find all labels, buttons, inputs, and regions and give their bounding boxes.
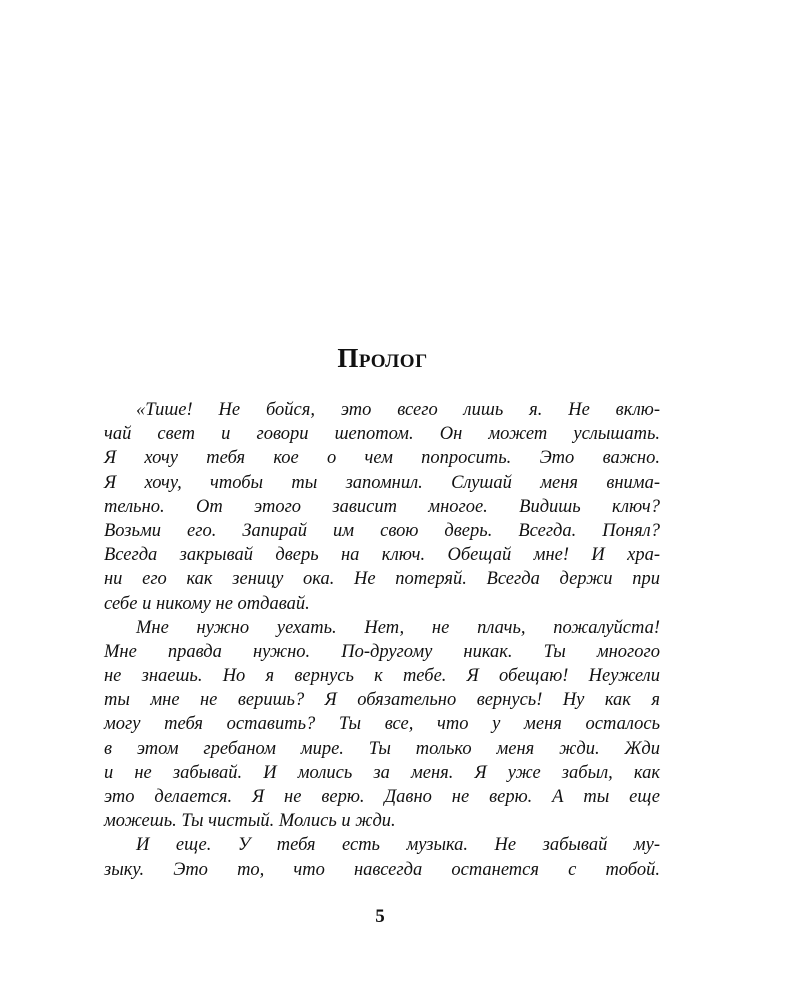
text-line: это делается. Я не верю. Давно не верю. А ты еще — [104, 787, 660, 807]
text-line: чай свет и говори шепотом. Он может услышать. — [104, 424, 660, 445]
page-number: 5 — [375, 906, 385, 927]
text-line: Я хочу тебя кое о чем попросить. Это важно. — [104, 448, 660, 469]
text-line: себе и никому не отдавай. — [104, 593, 310, 614]
text-line: Мне правда нужно. По-другому никак. Ты многого — [104, 641, 660, 662]
text-line: «Тише! Не бойся, это всего лишь я. Не вклю- — [136, 400, 660, 420]
text-line: Всегда закрывай дверь на ключ. Обещай мне! И хра- — [104, 545, 660, 566]
text-line: в этом гребаном мире. Ты только меня жди. Жди — [104, 738, 660, 759]
text-line: ни его как зеницу ока. Не потеряй. Всегда держи при — [104, 569, 660, 590]
text-line: тельно. От этого зависит многое. Видишь ключ? — [104, 496, 660, 517]
text-line: и не забывай. И молись за меня. Я уже забыл, как — [104, 762, 660, 783]
text-line: И еще. У тебя есть музыка. Не забывай му- — [136, 835, 660, 856]
text-line: Я хочу, чтобы ты запомнил. Слушай меня внима- — [104, 472, 660, 493]
text-line: можешь. Ты чистый. Молись и жди. — [104, 811, 396, 832]
text-line: ты мне не веришь? Я обязательно вернусь! Ну как я — [104, 690, 660, 711]
text-line: зыку. Это то, что навсегда останется с тобой. — [104, 859, 660, 880]
prologue-text — [104, 398, 660, 882]
text-line: не знаешь. Но я вернусь к тебе. Я обещаю! Неужели — [104, 666, 660, 687]
text-line: Возьми его. Запирай им свою дверь. Всегда. Понял? — [104, 520, 660, 541]
text-line: Мне нужно уехать. Нет, не плачь, пожалуйста! — [136, 617, 660, 638]
chapter-title: Пролог — [337, 343, 428, 373]
text-line: могу тебя оставить? Ты все, что у меня осталось — [104, 714, 660, 735]
